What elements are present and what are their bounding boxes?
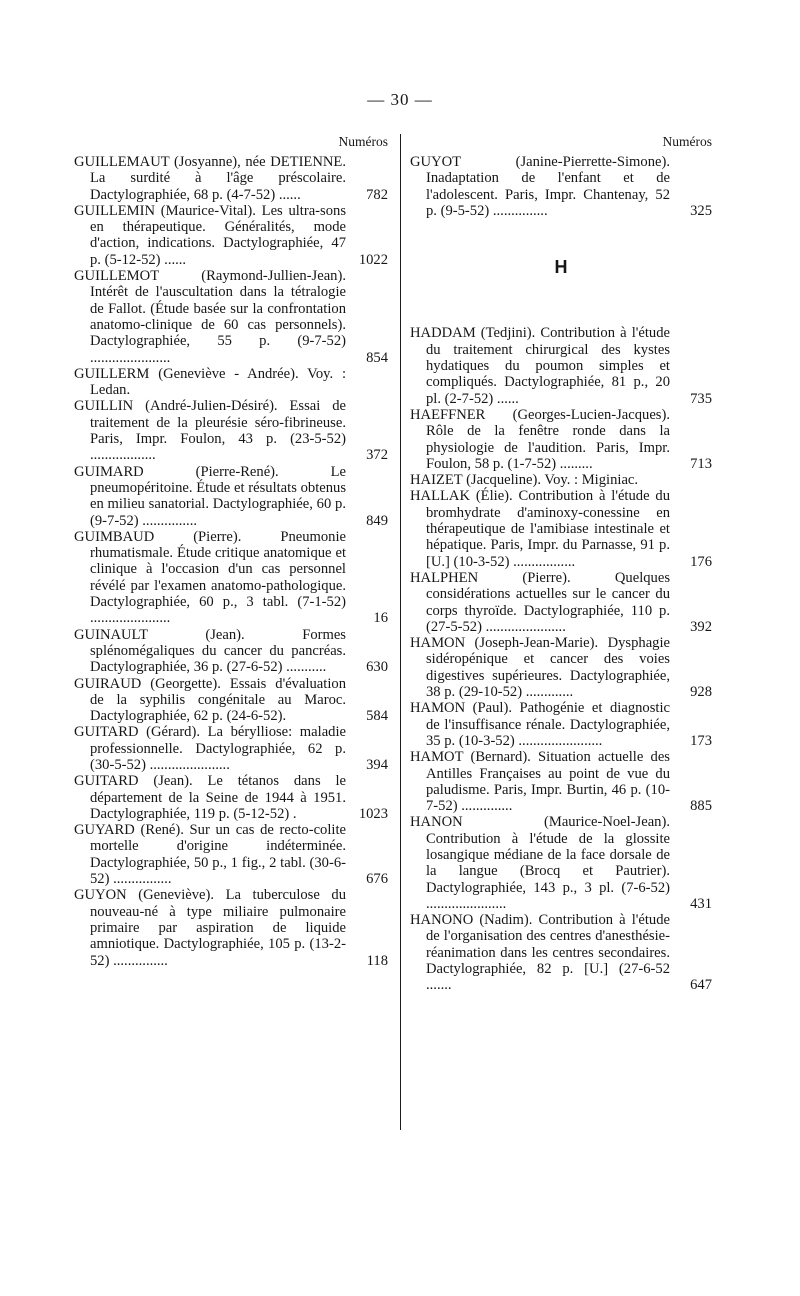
index-entry	[74, 398, 388, 463]
index-entry	[74, 154, 388, 203]
right-entries	[410, 325, 712, 993]
entry-number: 1023	[358, 805, 388, 822]
index-entry	[74, 887, 388, 968]
index-entry	[410, 749, 712, 814]
index-entry	[410, 325, 712, 406]
entry-text: HAMON (Joseph-Jean-Marie). Dysphagie sidéropénique et cancer des voies digestives supérieures. Dactylographiée, 38 p. (29-10-52) .............	[410, 635, 670, 701]
entry-number: 118	[366, 952, 388, 969]
index-entry	[74, 203, 388, 268]
index-entry	[410, 700, 712, 749]
entry-text: GUITARD (Gérard). La bérylliose: maladie professionnelle. Dactylographiée, 62 p. (30-5-52) ......................	[74, 724, 346, 773]
entry-text: HAMOT (Bernard). Situation actuelle des Antilles Françaises au point de vue du paludisme. Paris, Impr. Burtin, 46 p. (10-7-52) ..............	[410, 749, 670, 815]
index-entry	[410, 912, 712, 993]
entry-number: 676	[366, 871, 388, 888]
page-number: — 30 —	[367, 90, 433, 109]
index-entry	[74, 464, 388, 529]
entry-text: HAIZET (Jacqueline). Voy. : Miginiac.	[410, 472, 639, 489]
entry-number: 176	[690, 553, 712, 570]
index-entry	[410, 154, 712, 219]
entry-text: HALLAK (Élie). Contribution à l'étude du bromhydrate d'aminoxy-conessine en thérapeutique de l'amibiase intestinale et hépatique. Paris, Impr. du Parnasse, 91 p. [U.] (10-3-52) .................	[410, 488, 670, 570]
entry-text: HAEFFNER (Georges-Lucien-Jacques). Rôle de la fenêtre ronde dans la physiologie de l'audition. Paris, Impr. Foulon, 58 p. (1-7-52) .........	[410, 406, 670, 472]
entry-number: 394	[366, 756, 388, 773]
index-entry	[410, 472, 712, 488]
index-entry	[74, 627, 388, 676]
entry-text: HADDAM (Tedjini). Contribution à l'étude du traitement chirurgical des kystes hydatiques du poumon simples et compliqués. Dactylographiée, 81 p., 20 pl. (2-7-52) ......	[410, 325, 670, 407]
entry-number: 431	[690, 895, 712, 912]
entry-number: 782	[366, 186, 388, 203]
entry-number: 372	[366, 447, 388, 464]
entry-text: GUIRAUD (Georgette). Essais d'évaluation de la syphilis congénitale au Maroc. Dactylographiée, 62 p. (24-6-52).	[74, 675, 346, 725]
entry-text: GUYARD (René). Sur un cas de recto-colite mortelle d'origine indéterminée. Dactylographiée, 50 p., 1 fig., 2 tabl. (30-6-52) ................	[74, 822, 346, 888]
entry-number: 1022	[358, 251, 388, 268]
index-entry	[410, 488, 712, 569]
entry-text: GUYON (Geneviève). La tuberculose du nouveau-né à type miliaire pulmonaire primaire par aspiration de liquide amniotique. Dactylographiée, 105 p. (13-2-52) ...............	[74, 887, 346, 969]
index-entry	[410, 570, 712, 635]
index-entry	[74, 773, 388, 822]
right-entries-top	[410, 154, 712, 219]
right-column-header: Numéros	[662, 134, 712, 149]
index-entry	[74, 529, 388, 627]
index-entry	[74, 268, 388, 366]
letter-heading: H	[554, 257, 568, 278]
index-entry	[410, 635, 712, 700]
left-column	[74, 134, 388, 969]
entry-text: GUILLEMIN (Maurice-Vital). Les ultra-sons en thérapeutique. Généralités, mode d'action, indications. Dactylographiée, 47 p. (5-12-52) ......	[74, 202, 346, 268]
entry-number: 713	[690, 455, 712, 472]
entry-number: 325	[690, 202, 712, 219]
entry-number: 392	[690, 618, 712, 635]
entry-text: GUYOT (Janine-Pierrette-Simone). Inadaptation de l'enfant et de l'adolescent. Paris, Impr. Chantenay, 52 p. (9-5-52) ...............	[410, 154, 670, 219]
entry-text: HANON (Maurice-Noel-Jean). Contribution à l'étude de la glossite losangique médiane de la face dorsale de la langue (Brocq et Pautrier). Dactylographiée, 143 p., 3 pl. (7-6-52) ......................	[410, 814, 670, 912]
column-divider	[400, 134, 401, 1130]
entry-number: 584	[366, 708, 388, 725]
entry-text: HALPHEN (Pierre). Quelques considérations actuelles sur le cancer du corps thyroïde. Dactylographiée, 110 p. (27-5-52) ......................	[410, 569, 670, 635]
entry-number: 885	[690, 798, 712, 815]
entry-text: HANONO (Nadim). Contribution à l'étude de l'organisation des centres d'anesthésie-réanimation dans les centres secondaires. Dactylographiée, 82 p. [U.] (27-6-52 .......	[410, 912, 670, 994]
index-entry	[74, 822, 388, 887]
left-entries	[74, 154, 388, 969]
entry-text: GUITARD (Jean). Le tétanos dans le département de la Seine de 1944 à 1951. Dactylographiée, 119 p. (5-12-52) .	[74, 773, 346, 822]
entry-number: 16	[373, 610, 388, 627]
entry-text: GUINAULT (Jean). Formes splénomégaliques du cancer du pancréas. Dactylographiée, 36 p. (27-6-52) ...........	[74, 626, 346, 676]
entry-number: 928	[690, 684, 712, 701]
left-column-header: Numéros	[338, 134, 388, 149]
entry-number: 630	[366, 659, 388, 676]
entry-number: 647	[690, 977, 712, 994]
entry-text: GUILLIN (André-Julien-Désiré). Essai de traitement de la pleurésie séro-fibrineuse. Paris, Impr. Foulon, 43 p. (23-5-52) ..................	[74, 398, 346, 464]
right-column	[410, 134, 712, 994]
entry-number: 854	[366, 349, 388, 366]
index-entry	[74, 676, 388, 725]
entry-text: GUILLEMAUT (Josyanne), née DETIENNE. La surdité à l'âge préscolaire. Dactylographiée, 68 p. (4-7-52) ......	[74, 154, 346, 203]
entry-text: HAMON (Paul). Pathogénie et diagnostic de l'insuffisance rénale. Dactylographiée, 35 p. (10-3-52) .......................	[410, 700, 670, 749]
entry-number: 849	[366, 512, 388, 529]
index-entry	[74, 366, 388, 399]
index-entry	[410, 814, 712, 912]
entry-text: GUIMARD (Pierre-René). Le pneumopéritoine. Étude et résultats obtenus en milieu sanatorial. Dactylographiée, 60 p. (9-7-52) ...............	[74, 463, 346, 529]
entry-number: 735	[690, 390, 712, 407]
entry-number: 173	[690, 732, 712, 749]
entry-text: GUILLERM (Geneviève - Andrée). Voy. : Ledan.	[74, 365, 346, 399]
index-entry	[74, 724, 388, 773]
entry-text: GUIMBAUD (Pierre). Pneumonie rhumatismale. Étude critique anatomique et clinique à l'occasion d'un cas personnel révélé par l'examen anatomo-pathologique. Dactylographiée, 60 p., 3 tabl. (7-1-52) ......................	[74, 528, 346, 627]
index-entry	[410, 407, 712, 472]
entry-text: GUILLEMOT (Raymond-Jullien-Jean). Intérêt de l'auscultation dans la tétralogie de Fallot. (Étude basée sur la confrontation anatomo-clinique de 60 cas personnels). Dactylographiée, 55 p. (9-7-52) ......................	[74, 268, 346, 366]
